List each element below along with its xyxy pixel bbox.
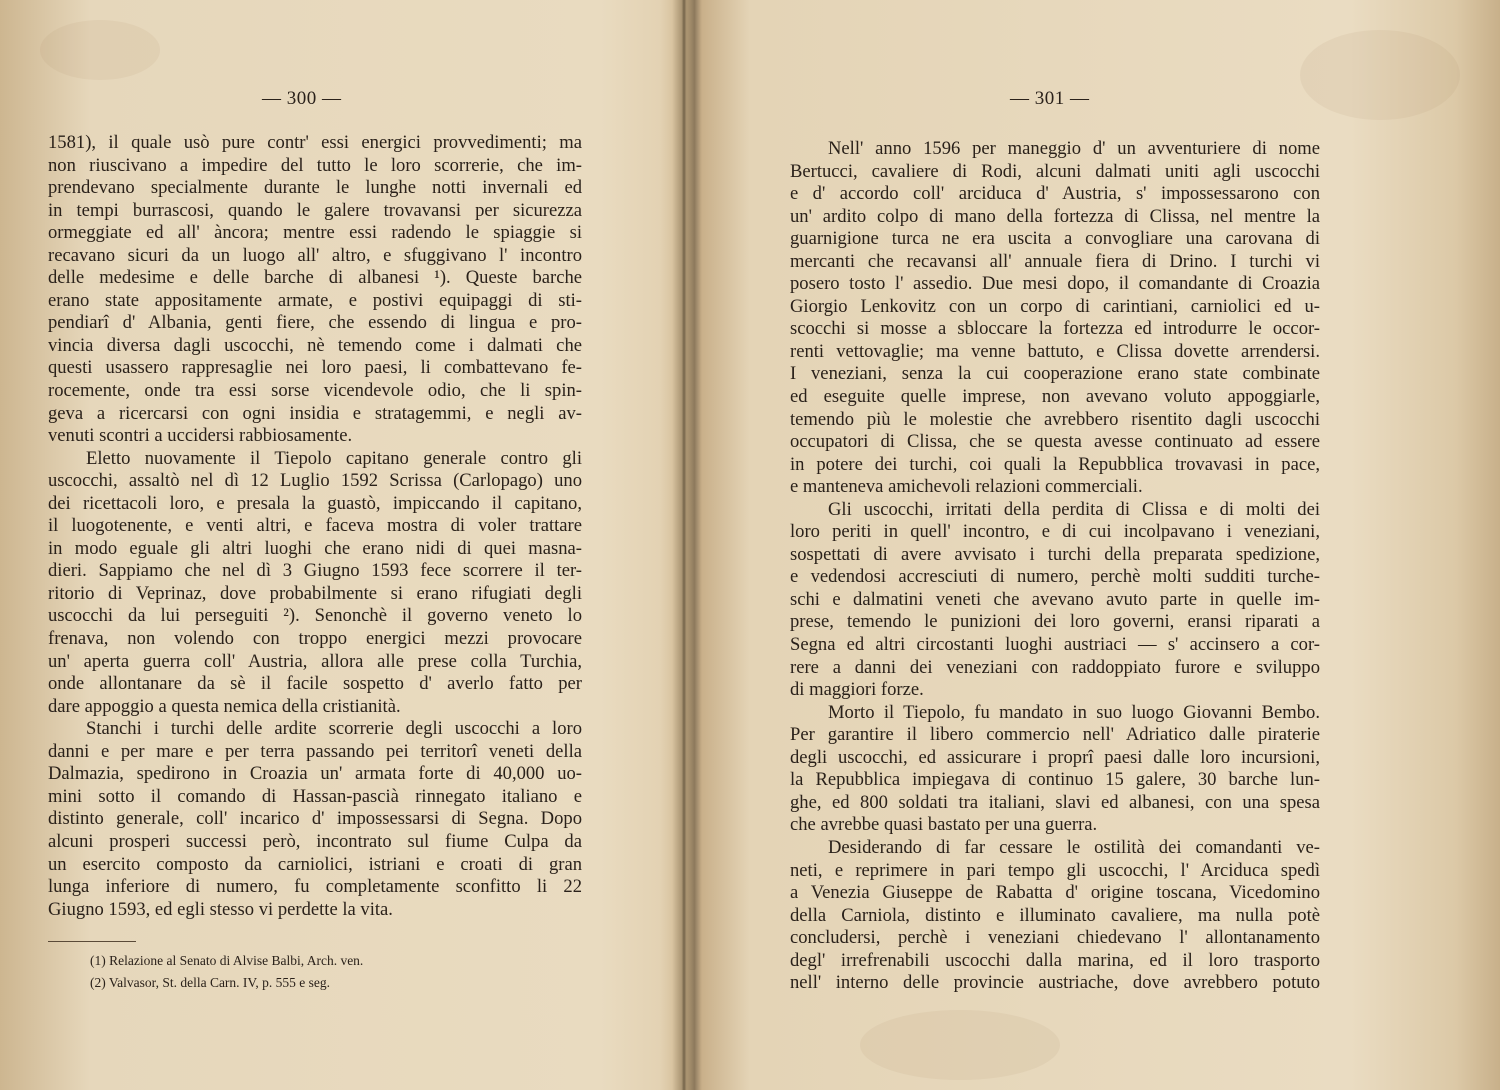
text-line: prese, temendo le punizioni dei loro governi, eransi riparati a <box>790 611 1320 633</box>
footnote: (1) Relazione al Senato di Alvise Balbi, Arch. ven. <box>90 953 364 968</box>
text-line: concludersi, perchè i veneziani chiedevano l' allontanamento <box>790 927 1320 949</box>
text-line: rocemente, onde tra essi sorse vicendevole odio, che li spin- <box>48 380 582 402</box>
text-line: e manteneva amichevoli relazioni commerciali. <box>790 476 1143 498</box>
text-line: Desiderando di far cessare le ostilità dei comandanti ve- <box>828 836 1320 858</box>
page-number: — 301 — <box>1010 88 1090 109</box>
text-line: un esercito composto da carniolici, istriani e croati di gran <box>48 853 582 875</box>
page-body-text <box>790 138 1320 995</box>
text-line: Giorgio Lenkovitz con un corpo di carintiani, carniolici ed u- <box>790 295 1320 317</box>
text-line: un' ardito colpo di mano della fortezza di Clissa, nel mentre la <box>790 205 1320 227</box>
text-line: Morto il Tiepolo, fu mandato in suo luogo Giovanni Bembo. <box>828 701 1320 723</box>
text-line: il luogotenente, e venti altri, e faceva mostra di voler trattare <box>48 515 582 537</box>
text-line: un' aperta guerra coll' Austria, allora alle prese colla Turchia, <box>48 650 582 672</box>
text-line: uscocchi, assaltò nel dì 12 Luglio 1592 Scrissa (Carlopago) uno <box>48 470 582 492</box>
text-line: guarnigione turca ne era uscita a convogliare una carovana di <box>790 228 1320 250</box>
text-line: in modo eguale gli altri luoghi che erano nidi di quei masna- <box>48 537 582 559</box>
text-line: loro periti in quell' incontro, e di cui incolpavano i veneziani, <box>790 521 1320 543</box>
text-line: temendo più le molestie che avrebbero risentito dagli uscocchi <box>790 408 1320 430</box>
text-line: in potere dei turchi, coi quali la Repubblica trovavasi in pace, <box>790 453 1320 475</box>
book-spine <box>672 0 696 1090</box>
right-page <box>696 0 1500 1090</box>
text-line: ghe, ed 800 soldati tra italiani, slavi ed albanesi, con una spesa <box>790 791 1320 813</box>
text-line: lunga inferiore di numero, fu completamente sconfitto li 22 <box>48 876 582 898</box>
text-line: erano state appositamente armate, e postivi equipaggi di sti- <box>48 289 582 311</box>
text-line: nell' interno delle provincie austriache, dove avrebbero potuto <box>790 972 1320 994</box>
text-line: posero tosto l' assedio. Due mesi dopo, il comandante di Croazia <box>790 273 1320 295</box>
text-line: la Repubblica impiegava di continuo 15 galere, 30 barche lun- <box>790 769 1320 791</box>
text-line: di maggiori forze. <box>790 679 924 701</box>
text-line: ritorio di Veprinaz, dove probabilmente si erano rifugiati degli <box>48 582 582 604</box>
text-line: Per garantire il libero commercio nell' Adriatico dalle piraterie <box>790 724 1320 746</box>
text-line: ed eseguite quelle imprese, non avevano voluto appoggiarle, <box>790 386 1320 408</box>
text-line: pendiarî d' Albania, genti fiere, che essendo di lingua e pro- <box>48 312 582 334</box>
text-line: ormeggiate ed all' àncora; mentre essi radendo le spiaggie si <box>48 222 582 244</box>
page-number: — 300 — <box>262 88 342 109</box>
text-line: danni e per mare e per terra passando pei territorî veneti della <box>48 740 582 762</box>
text-line: schi e dalmatini veneti che avevano avuto parte in quelle im- <box>790 588 1320 610</box>
text-line: e vedendosi accresciuti di numero, perchè molti sudditi turche- <box>790 566 1320 588</box>
text-line: vincia diversa dagli uscocchi, nè temendo come i dalmati che <box>48 334 582 356</box>
text-line: sospettati di avere avvisato i turchi della preparata spedizione, <box>790 543 1320 565</box>
page-body-text <box>48 132 582 921</box>
text-line: Giugno 1593, ed egli stesso vi perdette la vita. <box>48 898 393 920</box>
text-line: e d' accordo coll' arciduca d' Austria, s' impossessarono con <box>790 183 1320 205</box>
text-line: dei ricettacoli loro, e presala la guastò, impiccando il capitano, <box>48 492 582 514</box>
text-line: 1581), il quale usò pure contr' essi energici provvedimenti; ma <box>48 132 582 153</box>
text-line: scocchi si mosse a sbloccare la fortezza ed introdurre le occor- <box>790 318 1320 340</box>
text-line: prendevano specialmente durante le lunghe notti invernali ed <box>48 177 582 199</box>
text-line: Eletto nuovamente il Tiepolo capitano generale contro gli <box>86 447 582 469</box>
text-line: che avrebbe quasi bastato per una guerra. <box>790 814 1098 836</box>
text-line: questi usassero rappresaglie nei loro paesi, li combattevano fe- <box>48 357 582 379</box>
left-page <box>0 0 672 1090</box>
text-line: occupatori di Clissa, che se questa avesse continuato ad essere <box>790 431 1320 453</box>
text-line: della Carniola, distinto e illuminato cavaliere, ma nulla potè <box>790 904 1320 926</box>
text-line: non riuscivano a impedire del tutto le loro scorrerie, che im- <box>48 154 582 176</box>
text-line: uscocchi da lui perseguiti ²). Senonchè il governo veneto lo <box>48 605 582 627</box>
text-line: alcuni prosperi successi però, incontrato sul fiume Culpa da <box>48 830 582 852</box>
text-line: Nell' anno 1596 per maneggio d' un avventuriere di nome <box>828 138 1320 159</box>
text-line: a Venezia Giuseppe de Rabatta d' origine toscana, Vicedomino <box>790 882 1320 904</box>
text-line: delle medesime e delle barche di albanesi ¹). Queste barche <box>48 267 582 289</box>
text-line: degl' irrefrenabili uscocchi dalla marina, ed il loro trasporto <box>790 949 1320 971</box>
text-line: dare appoggio a questa nemica della cristianità. <box>48 695 401 717</box>
text-line: rere a danni dei veneziani con raddoppiato furore e sviluppo <box>790 656 1320 678</box>
text-line: distinto generale, coll' incarico d' impossessarsi di Segna. Dopo <box>48 808 582 830</box>
text-line: Stanchi i turchi delle ardite scorrerie degli uscocchi a loro <box>86 718 582 740</box>
text-line: geva a ricercarsi con ogni insidia e stratagemmi, e negli av- <box>48 402 582 424</box>
text-line: I veneziani, senza la cui cooperazione erano state combinate <box>790 363 1320 385</box>
text-line: mercanti che recavansi all' annuale fiera di Drino. I turchi vi <box>790 250 1320 272</box>
text-line: renti vettovaglie; ma venne battuto, e Clissa dovette arrendersi. <box>790 340 1320 362</box>
text-line: onde allontanare da sè il facile sospetto d' averlo fatto per <box>48 673 582 695</box>
text-line: Bertucci, cavaliere di Rodi, alcuni dalmati uniti agli uscocchi <box>790 160 1320 182</box>
text-line: Gli uscocchi, irritati della perdita di Clissa e di molti dei <box>828 498 1320 520</box>
footnotes <box>90 950 510 994</box>
text-line: neti, e reprimere in pari tempo gli uscocchi, l' Arciduca spedì <box>790 859 1320 881</box>
text-line: Dalmazia, spedirono in Croazia un' armata forte di 40,000 uo- <box>48 763 582 785</box>
text-line: in tempi burrascosi, quando le galere trovavansi per sicurezza <box>48 199 582 221</box>
text-line: frenava, non volendo con troppo energici mezzi provocare <box>48 628 582 650</box>
text-line: mini sotto il comando di Hassan-pascià rinnegato italiano e <box>48 785 582 807</box>
text-line: venuti scontri a uccidersi rabbiosamente. <box>48 425 353 447</box>
footnote-divider <box>48 941 136 942</box>
footnote: (2) Valvasor, St. della Carn. IV, p. 555 e seg. <box>90 975 331 990</box>
text-line: degli uscocchi, ed assicurare i proprî paesi dalle loro incursioni, <box>790 746 1320 768</box>
text-line: dieri. Sappiamo che nel dì 3 Giugno 1593 fece scorrere il ter- <box>48 560 582 582</box>
text-line: recavano sicuri da un luogo all' altro, e sfuggivano l' incontro <box>48 244 582 266</box>
text-line: Segna ed altri circostanti luoghi austriaci — s' accinsero a cor- <box>790 634 1320 656</box>
